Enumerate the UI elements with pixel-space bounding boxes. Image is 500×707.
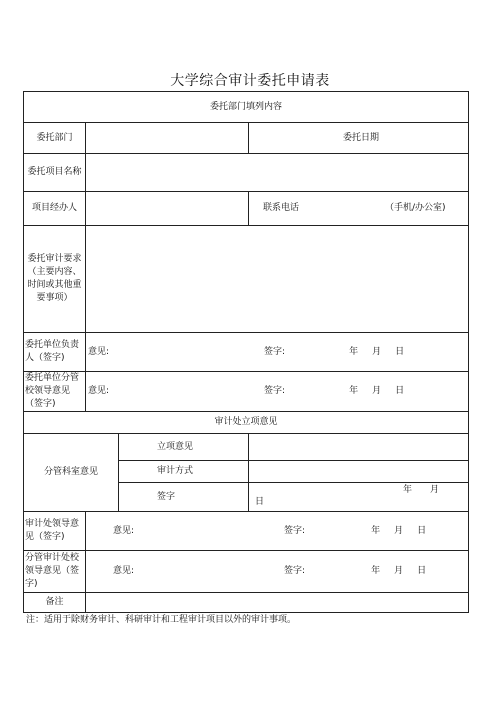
day-label: 日 xyxy=(417,566,427,576)
section-header-audit-office: 审计处立项意见 xyxy=(24,412,469,434)
audit-leader-field[interactable] xyxy=(86,512,469,551)
requirements-field[interactable] xyxy=(86,226,469,333)
opinion-label: 意见: xyxy=(88,346,110,357)
project-name-field[interactable] xyxy=(86,154,469,192)
manager-field[interactable] xyxy=(86,192,249,226)
audit-school-leader-field[interactable] xyxy=(86,551,469,593)
year-label: 年 xyxy=(371,525,381,536)
signature-label: 签字: xyxy=(284,566,306,576)
signature-label: 签字: xyxy=(284,525,306,536)
sign-label: 签字 xyxy=(119,483,249,512)
day-label: 日 xyxy=(417,525,427,536)
date-cell[interactable] xyxy=(249,123,469,154)
section-chief-label: 分管科室意见 xyxy=(24,434,119,512)
unit-leader-field[interactable] xyxy=(86,333,469,372)
manager-label: 项目经办人 xyxy=(24,192,86,226)
phone-cell[interactable] xyxy=(249,192,469,226)
audit-school-leader-label: 分管审计处校领导意见（签字) xyxy=(24,551,86,593)
requirements-label: 委托审计要求（主要内容、时间或其他重要事项） xyxy=(24,226,86,333)
month-label: 月 xyxy=(430,485,440,495)
day-label: 日 xyxy=(395,386,405,396)
month-label: 月 xyxy=(372,346,382,357)
school-leader-label: 委托单位分管校领导意见（签字) xyxy=(24,372,86,412)
sign-date-field[interactable] xyxy=(249,483,469,512)
dept-field[interactable] xyxy=(86,123,249,154)
remark-field[interactable] xyxy=(86,593,469,613)
audit-method-label: 审计方式 xyxy=(119,461,249,483)
dept-label: 委托部门 xyxy=(24,123,86,154)
form-title: 大学综合审计委托申请表 xyxy=(170,73,330,89)
month-label: 月 xyxy=(372,386,382,396)
phone-hint: （手机/办公室) xyxy=(385,203,446,213)
footnote: 注：适用于除财务审计、科研审计和工程审计项目以外的审计事项。 xyxy=(26,615,297,625)
project-opinion-label: 立项意见 xyxy=(119,434,249,461)
opinion-label: 意见: xyxy=(113,525,135,536)
date-label: 委托日期 xyxy=(343,132,380,143)
remark-label: 备注 xyxy=(24,593,86,613)
opinion-label: 意见: xyxy=(113,566,135,576)
year-label: 年 xyxy=(403,485,413,495)
project-name-label: 委托项目名称 xyxy=(24,154,86,192)
day-label: 日 xyxy=(255,497,265,507)
project-opinion-field[interactable] xyxy=(249,434,469,461)
school-leader-field[interactable] xyxy=(86,372,469,412)
unit-leader-label: 委托单位负责人（签字) xyxy=(24,333,86,372)
signature-label: 签字: xyxy=(264,386,286,396)
year-label: 年 xyxy=(349,346,359,357)
month-label: 月 xyxy=(394,525,404,536)
phone-label: 联系电话 xyxy=(263,203,300,213)
signature-label: 签字: xyxy=(264,346,286,357)
audit-leader-label: 审计处领导意见（签字) xyxy=(24,512,86,551)
year-label: 年 xyxy=(371,566,381,576)
year-label: 年 xyxy=(349,386,359,396)
opinion-label: 意见: xyxy=(88,386,110,396)
day-label: 日 xyxy=(395,346,405,357)
audit-request-form xyxy=(23,91,469,613)
month-label: 月 xyxy=(394,566,404,576)
section-header-requester: 委托部门填列内容 xyxy=(24,92,469,123)
audit-method-field[interactable] xyxy=(249,461,469,483)
